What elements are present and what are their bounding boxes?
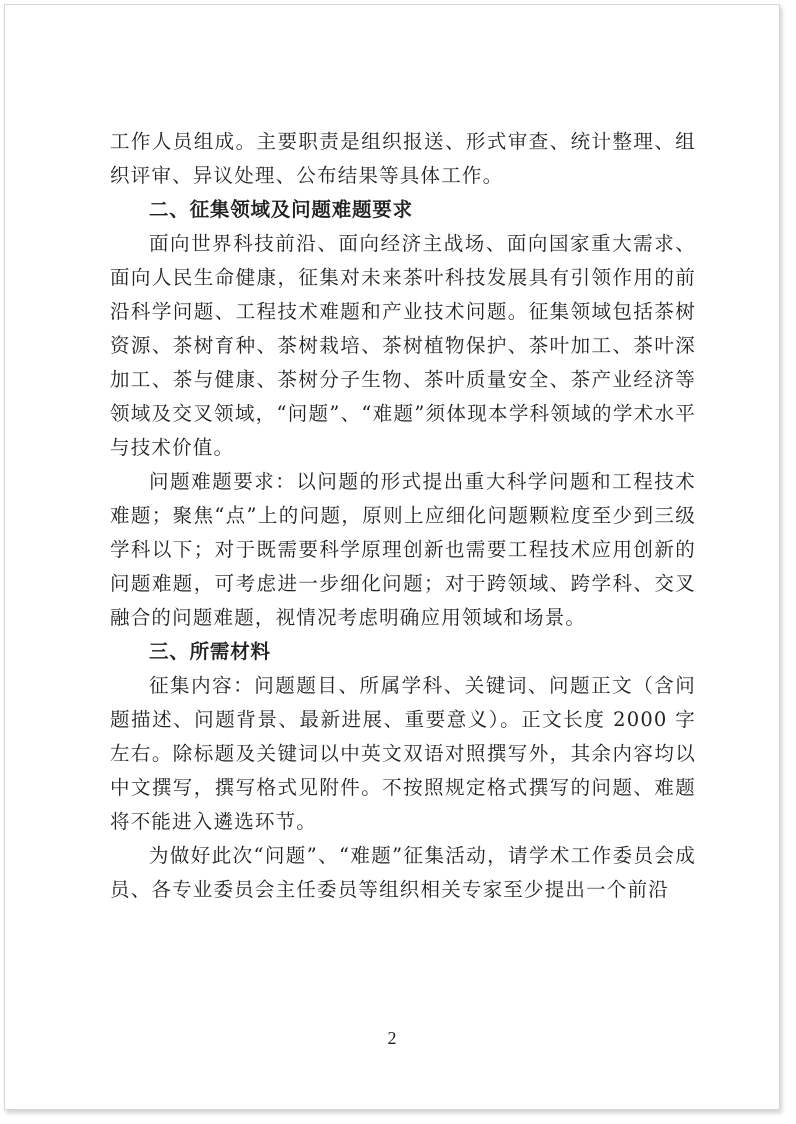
paragraph-duties: 工作人员组成。主要职责是组织报送、形式审查、统计整理、组织评审、异议处理、公布结果等具体工作。: [110, 130, 696, 187]
paragraph-collection-content: 征集内容：问题题目、所属学科、关键词、问题正文（含问题描述、问题背景、最新进展、重要意义）。正文长度 2000 字左右。除标题及关键词以中英文双语对照撰写外，其余内容均以中文撰写，撰写格式见附件。不按照规定格式撰写的问题、难题将不能进入遴选环节。: [110, 674, 696, 833]
section-heading-required-materials: 三、所需材料: [149, 640, 271, 663]
paragraph-activity-request: 为做好此次“问题”、“难题”征集活动，请学术工作委员会成员、各专业委员会主任委员等组织相关专家至少提出一个前沿: [110, 844, 696, 901]
document-body: [110, 125, 696, 907]
document-page: [4, 4, 780, 1110]
page-number: 2: [387, 1028, 397, 1048]
paragraph-problem-requirements: 问题难题要求：以问题的形式提出重大科学问题和工程技术难题；聚焦“点”上的问题，原则上应细化问题颗粒度至少到三级学科以下；对于既需要科学原理创新也需要工程技术应用创新的问题难题，可考虑进一步细化问题；对于跨领域、跨学科、交叉融合的问题难题，视情况考虑明确应用领域和场景。: [110, 470, 696, 629]
paragraph-collection-fields: 面向世界科技前沿、面向经济主战场、面向国家重大需求、面向人民生命健康，征集对未来茶叶科技发展具有引领作用的前沿科学问题、工程技术难题和产业技术问题。征集领域包括茶树资源、茶树育种、茶树栽培、茶树植物保护、茶叶加工、茶叶深加工、茶与健康、茶树分子生物、茶叶质量安全、茶产业经济等领域及交叉领域，“问题”、“难题”须体现本学科领域的学术水平与技术价值。: [110, 232, 696, 459]
section-heading-collection-fields: 二、征集领域及问题难题要求: [149, 198, 413, 221]
